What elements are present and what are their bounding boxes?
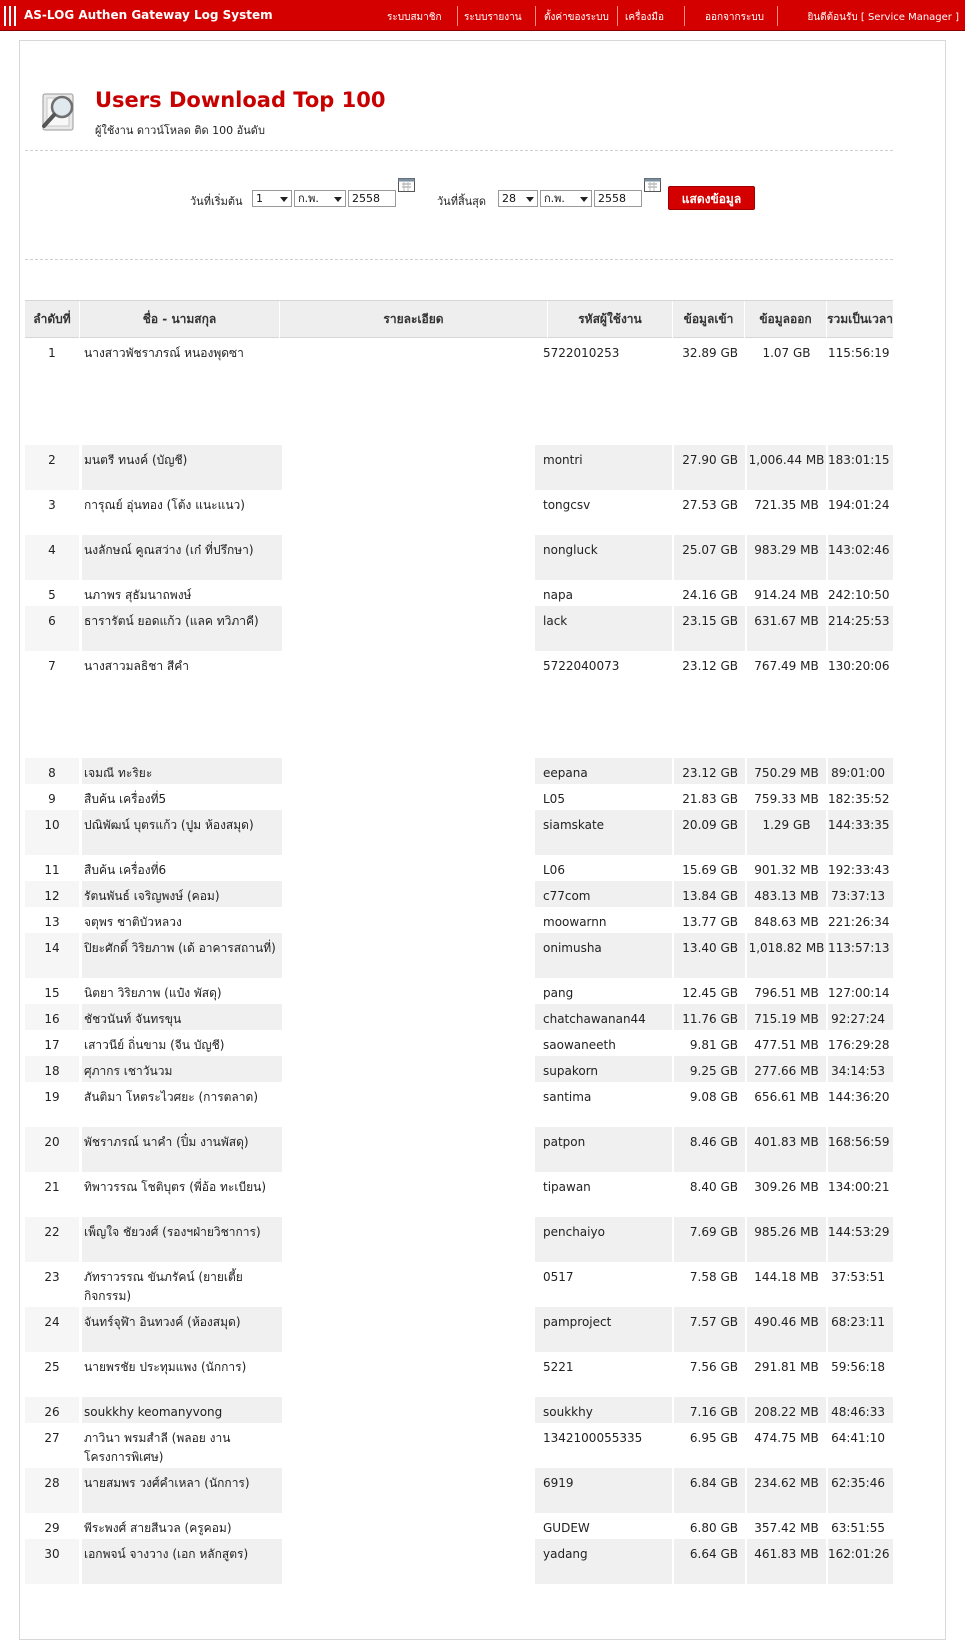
nav-divider bbox=[777, 6, 778, 26]
cell-name: มนตรี ทนงค์ (บัญชี) bbox=[82, 445, 282, 490]
chevron-down-icon bbox=[280, 197, 288, 202]
cell-data-out: 759.33 MB bbox=[754, 792, 819, 806]
cell-data-out: 715.19 MB bbox=[747, 1004, 826, 1030]
table-header bbox=[25, 300, 893, 338]
cell-name: เอกพจน์ จางวาง (เอก หลักสูตร) bbox=[82, 1539, 282, 1584]
cell-total-time: 192:33:43 bbox=[828, 863, 890, 877]
cell-rank: 11 bbox=[44, 863, 60, 877]
nav-divider bbox=[535, 6, 536, 26]
cell-username: pang bbox=[543, 986, 574, 1000]
cell-total-time: 113:57:13 bbox=[828, 933, 893, 978]
cell-username: GUDEW bbox=[543, 1521, 590, 1535]
nav-tools[interactable]: เครื่องมือ bbox=[625, 12, 664, 23]
cell-data-out: 357.42 MB bbox=[754, 1521, 819, 1535]
cell-username: 5722040073 bbox=[543, 659, 620, 673]
cell-data-in: 13.77 GB bbox=[682, 915, 738, 929]
cell-rank: 14 bbox=[25, 933, 79, 978]
cell-username: saowaneeth bbox=[543, 1038, 616, 1052]
cell-total-time: 64:41:10 bbox=[831, 1431, 885, 1445]
cell-data-in: 21.83 GB bbox=[682, 792, 738, 806]
start-month-select[interactable] bbox=[294, 190, 346, 207]
cell-username: onimusha bbox=[535, 933, 672, 978]
cell-data-out: 309.26 MB bbox=[754, 1180, 819, 1194]
cell-rank: 28 bbox=[25, 1468, 79, 1513]
cell-data-out: 1.07 GB bbox=[762, 346, 811, 360]
cell-name: สันติมา โหตระไวศยะ (การตลาด) bbox=[84, 1090, 258, 1104]
cell-total-time: 144:33:35 bbox=[828, 810, 893, 855]
end-year-input[interactable]: 2558 bbox=[594, 190, 642, 207]
cell-rank: 17 bbox=[44, 1038, 60, 1052]
cell-total-time: 134:00:21 bbox=[828, 1180, 890, 1194]
cell-username: L06 bbox=[543, 863, 565, 877]
cell-total-time: 34:14:53 bbox=[828, 1056, 893, 1082]
cell-total-time: 182:35:52 bbox=[828, 792, 890, 806]
cell-name: นงลักษณ์ คูณสว่าง (เก๋ ที่ปรึกษา) bbox=[82, 535, 282, 580]
start-day-select[interactable] bbox=[252, 190, 292, 207]
col-total-time: รวมเป็นเวลา bbox=[827, 312, 893, 326]
cell-total-time: 143:02:46 bbox=[828, 535, 893, 580]
cell-data-in: 6.64 GB bbox=[674, 1539, 745, 1584]
table-row bbox=[25, 606, 893, 651]
cell-name: ทิพาวรรณ โชติบุตร (พี่อ้อ ทะเบียน) bbox=[84, 1180, 266, 1194]
table-row bbox=[25, 1127, 893, 1172]
cell-name: พัชราภรณ์ นาคำ (ปิ๋ม งานพัสดุ) bbox=[82, 1127, 282, 1172]
cell-data-in: 13.84 GB bbox=[674, 881, 745, 907]
cell-rank: 26 bbox=[25, 1397, 79, 1423]
start-date-label: วันที่เริ่มต้น bbox=[190, 195, 243, 208]
cell-username: yadang bbox=[535, 1539, 672, 1584]
cell-data-out: 461.83 MB bbox=[747, 1539, 826, 1584]
nav-reports[interactable]: ระบบรายงาน bbox=[464, 12, 522, 23]
end-date-label: วันที่สิ้นสุด bbox=[437, 195, 487, 208]
cell-data-out: 490.46 MB bbox=[747, 1307, 826, 1352]
chevron-down-icon bbox=[526, 197, 534, 202]
page-subtitle: ผู้ใช้งาน ดาวน์โหลด ติด 100 อันดับ bbox=[95, 124, 265, 137]
cell-username: 0517 bbox=[543, 1270, 574, 1284]
cell-total-time: 183:01:15 bbox=[828, 445, 893, 490]
table-row bbox=[25, 933, 893, 978]
cell-data-out: 796.51 MB bbox=[754, 986, 819, 1000]
chevron-down-icon bbox=[334, 197, 342, 202]
cell-total-time: 59:56:18 bbox=[831, 1360, 885, 1374]
cell-rank: 29 bbox=[44, 1521, 60, 1535]
cell-total-time: 68:23:11 bbox=[828, 1307, 893, 1352]
table-row bbox=[25, 881, 893, 907]
cell-data-in: 20.09 GB bbox=[674, 810, 745, 855]
start-year-input[interactable]: 2558 bbox=[348, 190, 396, 207]
report-magnifier-icon bbox=[40, 88, 80, 134]
cell-data-in: 15.69 GB bbox=[682, 863, 738, 877]
table-row bbox=[25, 1513, 893, 1539]
cell-rank: 6 bbox=[25, 606, 79, 651]
cell-username: c77com bbox=[535, 881, 672, 907]
app-title: AS-LOG Authen Gateway Log System bbox=[24, 8, 273, 22]
chevron-down-icon bbox=[580, 197, 588, 202]
cell-total-time: 48:46:33 bbox=[828, 1397, 893, 1423]
table-row bbox=[25, 907, 893, 933]
col-rank: ลำดับที่ bbox=[25, 301, 80, 338]
cell-data-out: 721.35 MB bbox=[754, 498, 819, 512]
cell-username: L05 bbox=[543, 792, 565, 806]
table-row bbox=[25, 338, 893, 445]
cell-data-out: 483.13 MB bbox=[747, 881, 826, 907]
cell-total-time: 176:29:28 bbox=[828, 1038, 890, 1052]
table-row bbox=[25, 1004, 893, 1030]
cell-total-time: 214:25:53 bbox=[828, 606, 893, 651]
table-row bbox=[25, 1423, 893, 1468]
cell-data-out: 901.32 MB bbox=[754, 863, 819, 877]
cell-data-out: 144.18 MB bbox=[754, 1270, 819, 1284]
nav-divider bbox=[457, 6, 458, 26]
cell-rank: 24 bbox=[25, 1307, 79, 1352]
cell-name: นิตยา วิริยภาพ (แป๋ง พัสดุ) bbox=[84, 986, 222, 1000]
cell-total-time: 168:56:59 bbox=[828, 1127, 893, 1172]
cell-data-out: 848.63 MB bbox=[754, 915, 819, 929]
table-row bbox=[25, 855, 893, 881]
col-data-out: ข้อมูลออก bbox=[745, 301, 827, 338]
cell-username: pamproject bbox=[535, 1307, 672, 1352]
table-row bbox=[25, 1468, 893, 1513]
cell-total-time: 144:53:29 bbox=[828, 1217, 893, 1262]
col-detail: รายละเอียด bbox=[280, 301, 548, 338]
table-row bbox=[25, 758, 893, 784]
cell-total-time: 162:01:26 bbox=[828, 1539, 893, 1584]
cell-username: santima bbox=[543, 1090, 592, 1104]
cell-data-out: 477.51 MB bbox=[754, 1038, 819, 1052]
cell-name: นางสาวพัชราภรณ์ หนองพุดซา bbox=[84, 346, 244, 360]
cell-total-time: 127:00:14 bbox=[828, 986, 890, 1000]
table-row bbox=[25, 1352, 893, 1397]
cell-name: ธารารัตน์ ยอดแก้ว (แลค ทวิภาคี) bbox=[82, 606, 282, 651]
cell-name: ภัทราวรรณ ขันภรัคน์ (ยายเตี้ย กิจกรรม) bbox=[84, 1270, 243, 1303]
cell-name: เพ็ญใจ ชัยวงศ์ (รองฯฝ่ายวิชาการ) bbox=[82, 1217, 282, 1262]
end-day-select[interactable] bbox=[498, 190, 538, 207]
cell-name: ปิยะศักดิ์ วิริยภาพ (เด้ อาคารสถานที่) bbox=[82, 933, 282, 978]
cell-name: นภาพร สุธัมนาถพงษ์ bbox=[84, 588, 192, 602]
table-row bbox=[25, 1082, 893, 1127]
cell-data-in: 6.80 GB bbox=[689, 1521, 738, 1535]
cell-data-in: 13.40 GB bbox=[674, 933, 745, 978]
cell-data-out: 985.26 MB bbox=[747, 1217, 826, 1262]
cell-data-in: 8.46 GB bbox=[674, 1127, 745, 1172]
end-calendar-icon[interactable] bbox=[644, 177, 661, 192]
cell-data-in: 32.89 GB bbox=[682, 346, 738, 360]
cell-rank: 5 bbox=[48, 588, 56, 602]
end-month-select[interactable] bbox=[540, 190, 592, 207]
cell-total-time: 144:36:20 bbox=[828, 1090, 890, 1104]
divider bbox=[25, 150, 893, 151]
table-row bbox=[25, 1539, 893, 1584]
show-data-button[interactable]: แสดงข้อมูล bbox=[668, 186, 755, 210]
cell-total-time: 221:26:34 bbox=[828, 915, 890, 929]
cell-data-out: 1,006.44 MB bbox=[747, 445, 826, 490]
nav-settings[interactable]: ตั้งค่าของระบบ bbox=[544, 12, 609, 23]
cell-data-in: 6.84 GB bbox=[674, 1468, 745, 1513]
table-row bbox=[25, 1056, 893, 1082]
cell-data-in: 7.16 GB bbox=[674, 1397, 745, 1423]
page-title: Users Download Top 100 bbox=[95, 88, 386, 112]
cell-total-time: 92:27:24 bbox=[828, 1004, 893, 1030]
cell-name: เสาวนีย์ ถิ่นขาม (จีน บัญชี) bbox=[84, 1038, 225, 1052]
cell-rank: 21 bbox=[44, 1180, 60, 1194]
cell-username: 5722010253 bbox=[543, 346, 620, 360]
cell-data-out: 656.61 MB bbox=[754, 1090, 819, 1104]
cell-data-in: 25.07 GB bbox=[674, 535, 745, 580]
cell-name: ชัชวนันท์ จันทรขุน bbox=[82, 1004, 282, 1030]
cell-data-in: 24.16 GB bbox=[682, 588, 738, 602]
cell-username: eepana bbox=[535, 758, 672, 784]
cell-data-out: 1,018.82 MB bbox=[747, 933, 826, 978]
cell-username: montri bbox=[535, 445, 672, 490]
cell-name: ภาวินา พรมสำลี (พลอย งานโครงการพิเศษ) bbox=[84, 1431, 231, 1464]
cell-rank: 7 bbox=[48, 659, 56, 673]
cell-data-out: 277.66 MB bbox=[747, 1056, 826, 1082]
cell-username: tipawan bbox=[543, 1180, 591, 1194]
table-row bbox=[25, 1307, 893, 1352]
cell-data-in: 7.56 GB bbox=[689, 1360, 738, 1374]
cell-name: สืบค้น เครื่องที่6 bbox=[84, 863, 167, 877]
cell-name: จันทร์จุฬ้า อินทวงค์ (ห้องสมุด) bbox=[82, 1307, 282, 1352]
divider bbox=[25, 259, 893, 260]
cell-rank: 9 bbox=[48, 792, 56, 806]
cell-rank: 3 bbox=[48, 498, 56, 512]
cell-rank: 19 bbox=[44, 1090, 60, 1104]
cell-rank: 4 bbox=[25, 535, 79, 580]
col-name: ชื่อ - นามสกุล bbox=[80, 301, 280, 338]
cell-data-in: 7.69 GB bbox=[674, 1217, 745, 1262]
cell-rank: 22 bbox=[25, 1217, 79, 1262]
table-row bbox=[25, 1030, 893, 1056]
cell-name: รัตนพันธ์ เจริญพงษ์ (คอม) bbox=[82, 881, 282, 907]
cell-total-time: 89:01:00 bbox=[828, 758, 893, 784]
cell-data-in: 7.58 GB bbox=[689, 1270, 738, 1284]
cell-rank: 10 bbox=[25, 810, 79, 855]
cell-data-in: 23.15 GB bbox=[674, 606, 745, 651]
table-row bbox=[25, 445, 893, 490]
end-day-value: 28 bbox=[502, 192, 516, 205]
cell-rank: 15 bbox=[44, 986, 60, 1000]
end-month-value: ก.พ. bbox=[544, 192, 565, 205]
cell-name: ปณิพัฒน์ บุตรแก้ว (ปูม ห้องสมุด) bbox=[82, 810, 282, 855]
cell-total-time: 62:35:46 bbox=[828, 1468, 893, 1513]
cell-data-in: 9.81 GB bbox=[689, 1038, 738, 1052]
cell-data-in: 23.12 GB bbox=[674, 758, 745, 784]
welcome-user[interactable]: ยินดีต้อนรับ [ Service Manager ] bbox=[807, 12, 959, 23]
table-row bbox=[25, 535, 893, 580]
nav-members[interactable]: ระบบสมาชิก bbox=[387, 12, 442, 23]
cell-data-in: 27.53 GB bbox=[682, 498, 738, 512]
cell-data-out: 914.24 MB bbox=[754, 588, 819, 602]
cell-username: lack bbox=[535, 606, 672, 651]
cell-name: นายสมพร วงศ์คำเหลา (นักการ) bbox=[82, 1468, 282, 1513]
cell-rank: 1 bbox=[48, 346, 56, 360]
cell-name: การุณย์ อุ่นทอง (โต้ง แนะแนว) bbox=[84, 498, 245, 512]
cell-total-time: 194:01:24 bbox=[828, 498, 890, 512]
cell-username: chatchawanan44 bbox=[535, 1004, 672, 1030]
cell-rank: 18 bbox=[25, 1056, 79, 1082]
top-bar bbox=[0, 0, 965, 31]
cell-data-out: 234.62 MB bbox=[747, 1468, 826, 1513]
table-row bbox=[25, 978, 893, 1004]
cell-data-in: 11.76 GB bbox=[674, 1004, 745, 1030]
cell-rank: 27 bbox=[44, 1431, 60, 1445]
cell-rank: 2 bbox=[25, 445, 79, 490]
cell-rank: 25 bbox=[44, 1360, 60, 1374]
cell-data-in: 27.90 GB bbox=[674, 445, 745, 490]
cell-data-out: 750.29 MB bbox=[747, 758, 826, 784]
table-row bbox=[25, 490, 893, 535]
table-row bbox=[25, 784, 893, 810]
table-row bbox=[25, 1217, 893, 1262]
download-table bbox=[25, 300, 893, 1584]
cell-username: patpon bbox=[535, 1127, 672, 1172]
cell-data-out: 767.49 MB bbox=[754, 659, 819, 673]
cell-total-time: 63:51:55 bbox=[831, 1521, 885, 1535]
table-body bbox=[25, 338, 893, 1584]
cell-data-out: 208.22 MB bbox=[747, 1397, 826, 1423]
cell-name: เจมณี ทะริยะ bbox=[82, 758, 282, 784]
start-day-value: 1 bbox=[256, 192, 263, 205]
cell-name: ศุภากร เชาวันวม bbox=[82, 1056, 282, 1082]
cell-rank: 23 bbox=[44, 1270, 60, 1284]
cell-username: siamskate bbox=[535, 810, 672, 855]
cell-data-out: 631.67 MB bbox=[747, 606, 826, 651]
cell-rank: 13 bbox=[44, 915, 60, 929]
cell-data-out: 291.81 MB bbox=[754, 1360, 819, 1374]
cell-data-in: 7.57 GB bbox=[674, 1307, 745, 1352]
nav-divider bbox=[617, 6, 618, 26]
cell-data-in: 9.25 GB bbox=[674, 1056, 745, 1082]
cell-name: สืบค้น เครื่องที่5 bbox=[84, 792, 167, 806]
start-month-value: ก.พ. bbox=[298, 192, 319, 205]
cell-name: นายพรชัย ประทุมแพง (นักการ) bbox=[84, 1360, 247, 1374]
cell-data-out: 474.75 MB bbox=[754, 1431, 819, 1445]
cell-username: 5221 bbox=[543, 1360, 574, 1374]
table-row bbox=[25, 1262, 893, 1307]
cell-name: จตุพร ชาติบัวหลวง bbox=[84, 915, 182, 929]
cell-username: tongcsv bbox=[543, 498, 591, 512]
cell-name: นางสาวมลธิชา สีคำ bbox=[84, 659, 189, 673]
col-username: รหัสผู้ใช้งาน bbox=[548, 301, 673, 338]
cell-name: พีระพงศ์ สายสีนวล (ครูคอม) bbox=[84, 1521, 232, 1535]
cell-username: 1342100055335 bbox=[543, 1431, 643, 1445]
cell-data-out: 1.29 GB bbox=[747, 810, 826, 855]
cell-username: soukkhy bbox=[535, 1397, 672, 1423]
cell-username: supakorn bbox=[535, 1056, 672, 1082]
cell-username: nongluck bbox=[535, 535, 672, 580]
nav-divider bbox=[684, 6, 685, 26]
table-row bbox=[25, 1172, 893, 1217]
cell-rank: 8 bbox=[25, 758, 79, 784]
cell-data-out: 401.83 MB bbox=[747, 1127, 826, 1172]
nav-logout[interactable]: ออกจากระบบ bbox=[705, 12, 765, 23]
cell-total-time: 130:20:06 bbox=[828, 659, 890, 673]
cell-username: penchaiyo bbox=[535, 1217, 672, 1262]
cell-data-in: 8.40 GB bbox=[689, 1180, 738, 1194]
table-row bbox=[25, 651, 893, 758]
cell-username: moowarnn bbox=[543, 915, 607, 929]
start-calendar-icon[interactable] bbox=[398, 177, 415, 192]
cell-data-in: 23.12 GB bbox=[682, 659, 738, 673]
cell-rank: 12 bbox=[25, 881, 79, 907]
cell-rank: 20 bbox=[25, 1127, 79, 1172]
table-row bbox=[25, 580, 893, 606]
cell-total-time: 242:10:50 bbox=[828, 588, 890, 602]
cell-name: soukkhy keomanyvong bbox=[82, 1397, 282, 1423]
cell-data-in: 9.08 GB bbox=[689, 1090, 738, 1104]
table-row bbox=[25, 1397, 893, 1423]
col-data-in: ข้อมูลเข้า bbox=[673, 301, 745, 338]
cell-rank: 16 bbox=[25, 1004, 79, 1030]
cell-data-in: 6.95 GB bbox=[689, 1431, 738, 1445]
cell-username: napa bbox=[543, 588, 573, 602]
cell-rank: 30 bbox=[25, 1539, 79, 1584]
table-row bbox=[25, 810, 893, 855]
cell-username: 6919 bbox=[535, 1468, 672, 1513]
cell-data-in: 12.45 GB bbox=[682, 986, 738, 1000]
cell-total-time: 115:56:19 bbox=[828, 346, 890, 360]
cell-total-time: 73:37:13 bbox=[828, 881, 893, 907]
cell-total-time: 37:53:51 bbox=[831, 1270, 885, 1284]
cell-data-out: 983.29 MB bbox=[747, 535, 826, 580]
